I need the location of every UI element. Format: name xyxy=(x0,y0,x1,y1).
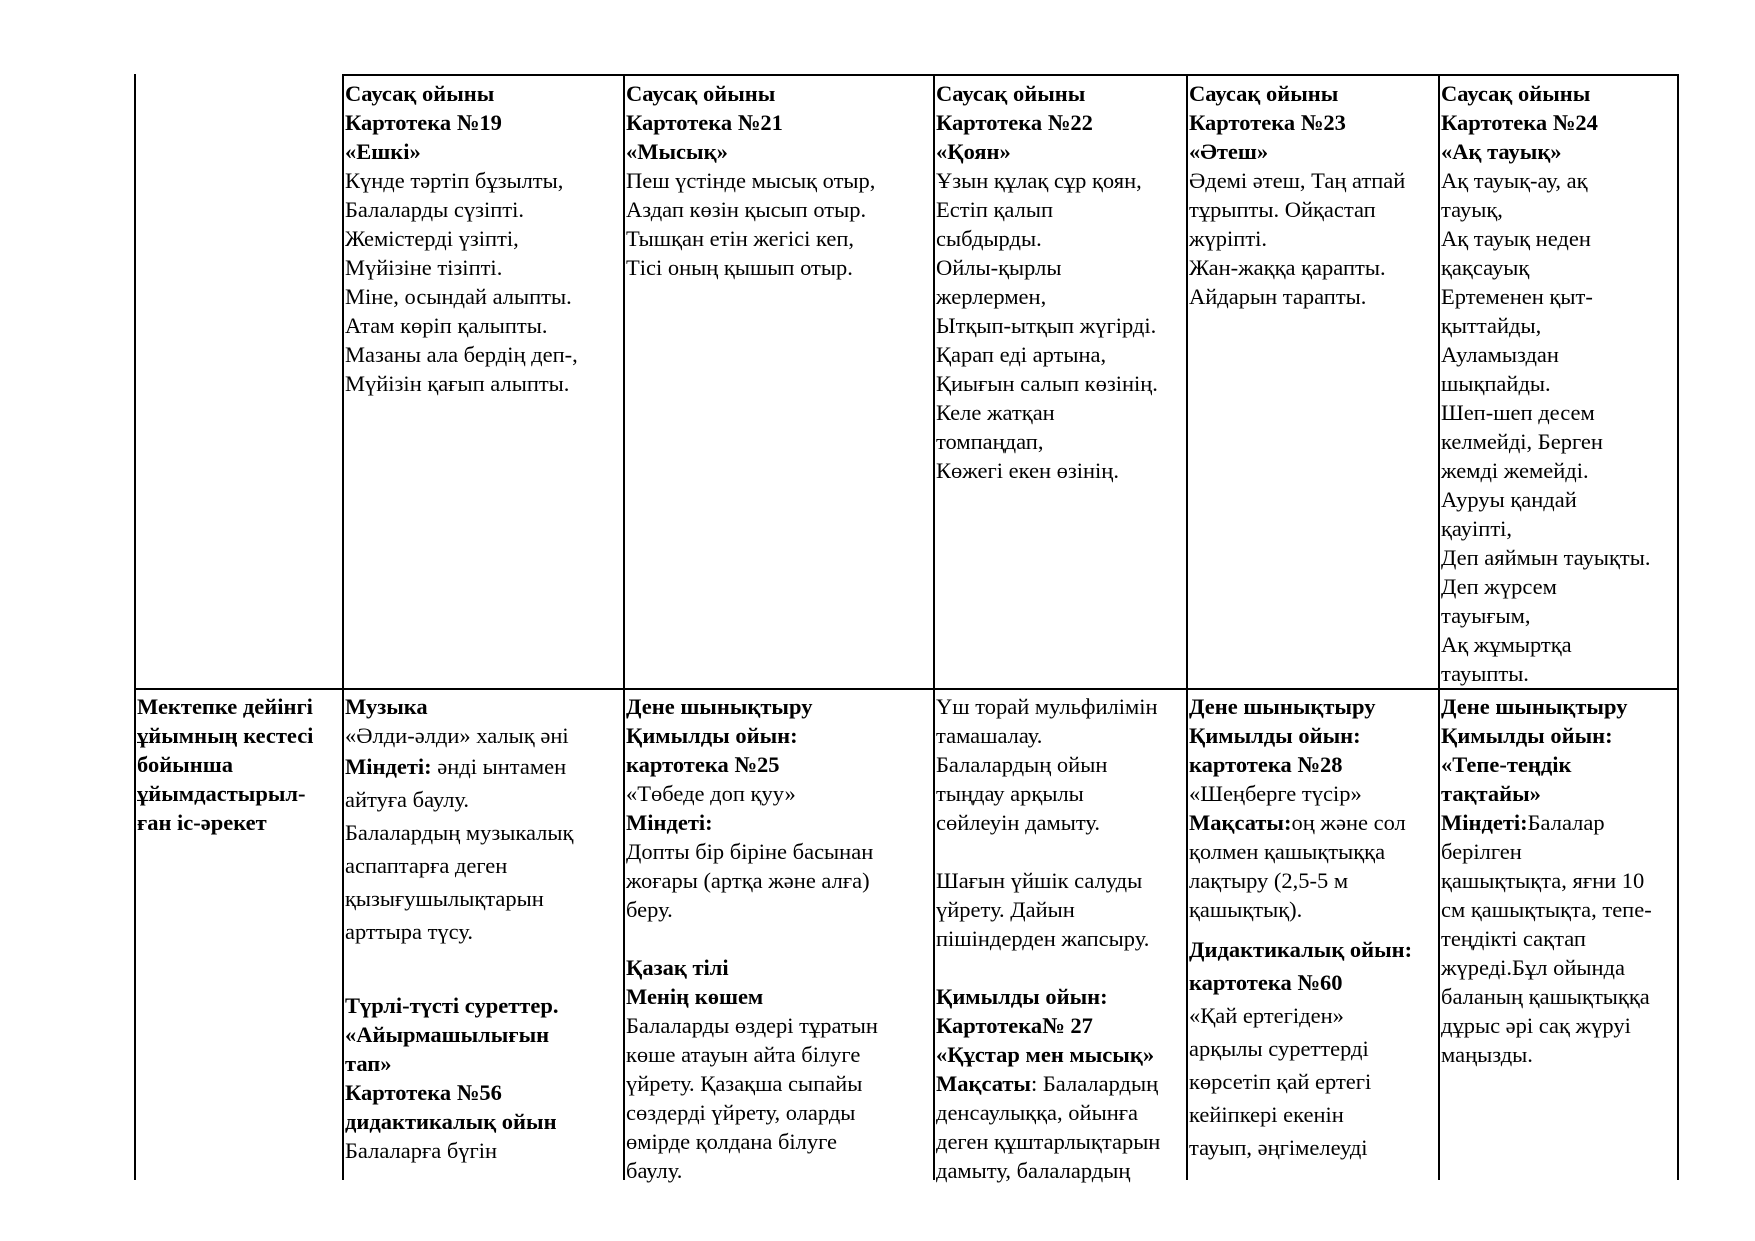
rhyme-line: Жемістерді үзіпті, xyxy=(345,226,519,251)
column-divider-2 xyxy=(623,74,625,1180)
text-line: тыңдау арқылы xyxy=(936,781,1084,806)
rhyme-line: Ертеменен қыт- xyxy=(1441,284,1593,309)
card-number: Картотека №21 xyxy=(626,110,783,135)
game-type: дидактикалық ойын xyxy=(345,1109,557,1134)
task-label: Міндеті: xyxy=(626,810,713,835)
rhyme-line: Ақ тауық-ау, ақ xyxy=(1441,168,1588,193)
rhyme-line: Жан-жаққа қарапты. xyxy=(1189,255,1386,280)
column-divider-1 xyxy=(342,74,344,1180)
row-divider xyxy=(134,688,1679,690)
text-line: Балалардың ойын xyxy=(936,752,1108,777)
row-label-line: ұйымдастырыл- xyxy=(137,781,306,806)
card-number: Картотека №24 xyxy=(1441,110,1598,135)
table-right-border xyxy=(1677,74,1679,1180)
text-line: өмірде қолдана білуге xyxy=(626,1129,838,1154)
finger-game-cell-23 xyxy=(1189,79,1405,311)
text-line: тамашалау. xyxy=(936,723,1043,748)
rhyme-line: Міне, осындай алыпты. xyxy=(345,284,572,309)
text-line: сөздерді үйрету, оларды xyxy=(626,1100,856,1125)
rhyme-line: шықпайды. xyxy=(1441,371,1551,396)
card-number: Картотека №22 xyxy=(936,110,1093,135)
task-label: Міндеті: xyxy=(1441,810,1528,835)
text-line: жоғары (артқа және алға) xyxy=(626,868,870,893)
text-line: дамыту, балалардың xyxy=(936,1158,1131,1183)
subject-title: Музыка xyxy=(345,694,428,719)
card-number: Картотека №19 xyxy=(345,110,502,135)
cell-title: Саусақ ойыны xyxy=(1189,81,1339,106)
goal-text: оң және сол xyxy=(1291,810,1406,835)
game-title: Түрлі-түсті суреттер. xyxy=(345,993,559,1018)
spacer xyxy=(936,837,1160,866)
cell-title: Саусақ ойыны xyxy=(936,81,1086,106)
rhyme-line: тұрыпты. Ойқастап xyxy=(1189,197,1376,222)
cell-title: Саусақ ойыны xyxy=(1441,81,1591,106)
goal-label: Мақсаты xyxy=(936,1071,1031,1096)
text-line: «Қай ертегіден» xyxy=(1189,1003,1344,1028)
rhyme-line: қыттайды, xyxy=(1441,313,1542,338)
text-line: пішіндерден жапсыру. xyxy=(936,926,1150,951)
finger-game-cell-24 xyxy=(1441,79,1651,688)
text-line: айтуға баулу. xyxy=(345,787,470,812)
rhyme-line: келмейді, Берген xyxy=(1441,429,1603,454)
text-line: маңызды. xyxy=(1441,1042,1533,1067)
game-name: «Төбеде доп қуу» xyxy=(626,781,796,806)
rhyme-line: Балаларды сүзіпті. xyxy=(345,197,525,222)
finger-game-cell-22 xyxy=(936,79,1158,485)
rhyme-line: Деп жүрсем xyxy=(1441,574,1557,599)
rhyme-line: Ауруы қандай xyxy=(1441,487,1577,512)
rhyme-line: жемді жемейді. xyxy=(1441,458,1589,483)
cell-title: Саусақ ойыны xyxy=(626,81,776,106)
text-line: аспаптарға деген xyxy=(345,853,508,878)
rhyme-line: Пеш үстінде мысық отыр, xyxy=(626,168,876,193)
rhyme-line: Ытқып-ытқып жүгірді. xyxy=(936,313,1157,338)
rhyme-line: Әдемі әтеш, Таң атпай xyxy=(1189,168,1406,193)
rhyme-line: Мүйізіне тізіпті. xyxy=(345,255,503,280)
goal-text: : Балалардың xyxy=(1031,1071,1159,1096)
subject-title: Дене шынықтыру xyxy=(1441,694,1628,719)
rhyme-line: қауіпті, xyxy=(1441,516,1513,541)
rhyme-line: Қарап еді артына, xyxy=(936,342,1107,367)
row-label-line: ған іс-әрекет xyxy=(137,810,267,835)
card-number: картотека №60 xyxy=(1189,970,1343,995)
rhyme-line: Тышқан етін жегісі кеп, xyxy=(626,226,854,251)
rhyme-line: Күнде тәртіп бұзылты, xyxy=(345,168,564,193)
game-type: Қимылды ойын: xyxy=(626,723,798,748)
text-line: Допты бір біріне басынан xyxy=(626,839,874,864)
spacer xyxy=(626,924,878,953)
music-activity-cell xyxy=(345,692,573,1165)
spacer xyxy=(1189,924,1412,933)
goal-line xyxy=(1189,808,1412,837)
game-name: «Тепе-теңдік xyxy=(1441,752,1572,777)
task-text: әнді ынтамен xyxy=(431,754,567,779)
card-number: Картотека№ 27 xyxy=(936,1013,1093,1038)
game-name: «Мысық» xyxy=(626,139,728,164)
rhyme-line: қақсауық xyxy=(1441,255,1530,280)
row-label-line: Мектепке дейінгі xyxy=(137,694,313,719)
text-line: Балаларды өздері тұратын xyxy=(626,1013,878,1038)
text-line: дұрыс әрі сақ жүруі xyxy=(1441,1013,1631,1038)
game-name: «Ақ тауық» xyxy=(1441,139,1562,164)
rhyme-line: Атам көріп қалыпты. xyxy=(345,313,548,338)
column-divider-3 xyxy=(933,74,935,1180)
rhyme-line: Деп аяймын тауықты. xyxy=(1441,545,1651,570)
physical-education-cell xyxy=(626,692,878,1185)
finger-game-cell-21 xyxy=(626,79,875,282)
text-line: арттыра түсу. xyxy=(345,919,473,944)
text-line: баланың қашықтыққа xyxy=(1441,984,1650,1009)
rhyme-line: томпаңдап, xyxy=(936,429,1044,454)
row-label-line: ұйымның кестесі xyxy=(137,723,314,748)
rhyme-line: Аздап көзін қысып отыр. xyxy=(626,197,867,222)
text-line: берілген xyxy=(1441,839,1522,864)
text-line: теңдікті сақтап xyxy=(1441,926,1586,951)
table-left-border xyxy=(134,74,136,1180)
rhyme-line: Ойлы-қырлы xyxy=(936,255,1062,280)
card-number: Картотека №23 xyxy=(1189,110,1346,135)
text-line: см қашықтықта, тепе- xyxy=(1441,897,1652,922)
card-number: картотека №25 xyxy=(626,752,780,777)
card-number: Картотека №56 xyxy=(345,1080,502,1105)
rhyme-line: тауыпты. xyxy=(1441,661,1529,686)
cartoon-activity-cell xyxy=(936,692,1160,1185)
spacer xyxy=(936,953,1160,982)
text-line: қашықтықта, яғни 10 xyxy=(1441,868,1645,893)
text-line: Балалардың музыкалық xyxy=(345,820,574,845)
goal-label: Мақсаты: xyxy=(1189,810,1292,835)
text-line: денсаулыққа, ойынға xyxy=(936,1100,1138,1125)
rhyme-line: Ұзын құлақ сұр қоян, xyxy=(936,168,1142,193)
text-line: үйрету. Қазақша сыпайы xyxy=(626,1071,863,1096)
task-line xyxy=(1441,808,1652,837)
text-line: жүреді.Бұл ойында xyxy=(1441,955,1625,980)
physical-education-cell-2 xyxy=(1189,692,1412,1164)
row-label-line: бойынша xyxy=(137,752,233,777)
text-line: Үш торай мульфилімін xyxy=(936,694,1158,719)
rhyme-line: сыбдырды. xyxy=(936,226,1042,251)
rhyme-line: жүріпті. xyxy=(1189,226,1268,251)
game-title: тап» xyxy=(345,1051,392,1076)
text-line: деген құштарлықтарын xyxy=(936,1129,1161,1154)
rhyme-line: тауығым, xyxy=(1441,603,1531,628)
subject-title: Дене шынықтыру xyxy=(626,694,813,719)
task-line xyxy=(345,750,573,783)
rhyme-line: Келе жатқан xyxy=(936,400,1055,425)
row-label-cell xyxy=(137,692,313,837)
column-divider-5 xyxy=(1438,74,1440,1180)
text-line: қызығушылықтарын xyxy=(345,886,544,911)
text-line: қолмен қашықтыққа xyxy=(1189,839,1386,864)
game-type: Дидактикалық ойын: xyxy=(1189,937,1413,962)
rhyme-line: Шеп-шеп десем xyxy=(1441,400,1595,425)
text-line: лақтыру (2,5-5 м xyxy=(1189,868,1349,893)
rhyme-line: Мазаны ала бердің деп-, xyxy=(345,342,578,367)
rhyme-line: Көжегі екен өзінің. xyxy=(936,458,1119,483)
text-line: Балаларға бүгін xyxy=(345,1138,498,1163)
text-line: беру. xyxy=(626,897,673,922)
text-line: тауып, әңгімелеуді xyxy=(1189,1135,1368,1160)
game-name: «Құстар мен мысық» xyxy=(936,1042,1155,1067)
game-type: Қимылды ойын: xyxy=(1441,723,1613,748)
text-line: баулу. xyxy=(626,1158,683,1183)
rhyme-line: Естіп қалып xyxy=(936,197,1053,222)
rhyme-line: Мүйізін қағып алыпты. xyxy=(345,371,570,396)
spacer xyxy=(345,977,573,991)
game-name: тақтайы» xyxy=(1441,781,1541,806)
topic-title: Менің көшем xyxy=(626,984,764,1009)
rhyme-line: Тісі оның қышып отыр. xyxy=(626,255,853,280)
game-type: Қимылды ойын: xyxy=(936,984,1108,1009)
text-line: Шағын үйшік салуды xyxy=(936,868,1143,893)
game-name: «Шеңберге түсір» xyxy=(1189,781,1362,806)
goal-line xyxy=(936,1069,1160,1098)
subject-title: Қазақ тілі xyxy=(626,955,729,980)
spacer xyxy=(345,948,573,977)
text-line: қашықтық). xyxy=(1189,897,1303,922)
rhyme-line: Ақ тауық неден xyxy=(1441,226,1591,251)
text-line: көше атауын айта білуге xyxy=(626,1042,861,1067)
text-line: сөйлеуін дамыту. xyxy=(936,810,1101,835)
text-line: үйрету. Дайын xyxy=(936,897,1075,922)
text-line: кейіпкері екенін xyxy=(1189,1102,1344,1127)
rhyme-line: тауық, xyxy=(1441,197,1503,222)
subject-title: Дене шынықтыру xyxy=(1189,694,1376,719)
text-line: арқылы суреттерді xyxy=(1189,1036,1369,1061)
rhyme-line: Қиығын салып көзінің. xyxy=(936,371,1158,396)
cell-title: Саусақ ойыны xyxy=(345,81,495,106)
game-name: «Қоян» xyxy=(936,139,1011,164)
text-line: көрсетіп қай ертегі xyxy=(1189,1069,1372,1094)
task-label: Міндеті: xyxy=(345,754,432,779)
game-name: «Ешкі» xyxy=(345,139,421,164)
row-top-border xyxy=(342,74,1679,76)
rhyme-line: Айдарын тарапты. xyxy=(1189,284,1367,309)
physical-education-cell-3 xyxy=(1441,692,1652,1069)
task-text: Балалар xyxy=(1527,810,1605,835)
finger-game-cell-19 xyxy=(345,79,578,398)
rhyme-line: жерлермен, xyxy=(936,284,1047,309)
song-name: «Әлди-әлди» халық әні xyxy=(345,723,569,748)
column-divider-4 xyxy=(1186,74,1188,1180)
game-type: Қимылды ойын: xyxy=(1189,723,1361,748)
game-name: «Әтеш» xyxy=(1189,139,1269,164)
rhyme-line: Ауламыздан xyxy=(1441,342,1559,367)
card-number: картотека №28 xyxy=(1189,752,1343,777)
game-title: «Айырмашылығын xyxy=(345,1022,550,1047)
rhyme-line: Ақ жұмыртқа xyxy=(1441,632,1572,657)
